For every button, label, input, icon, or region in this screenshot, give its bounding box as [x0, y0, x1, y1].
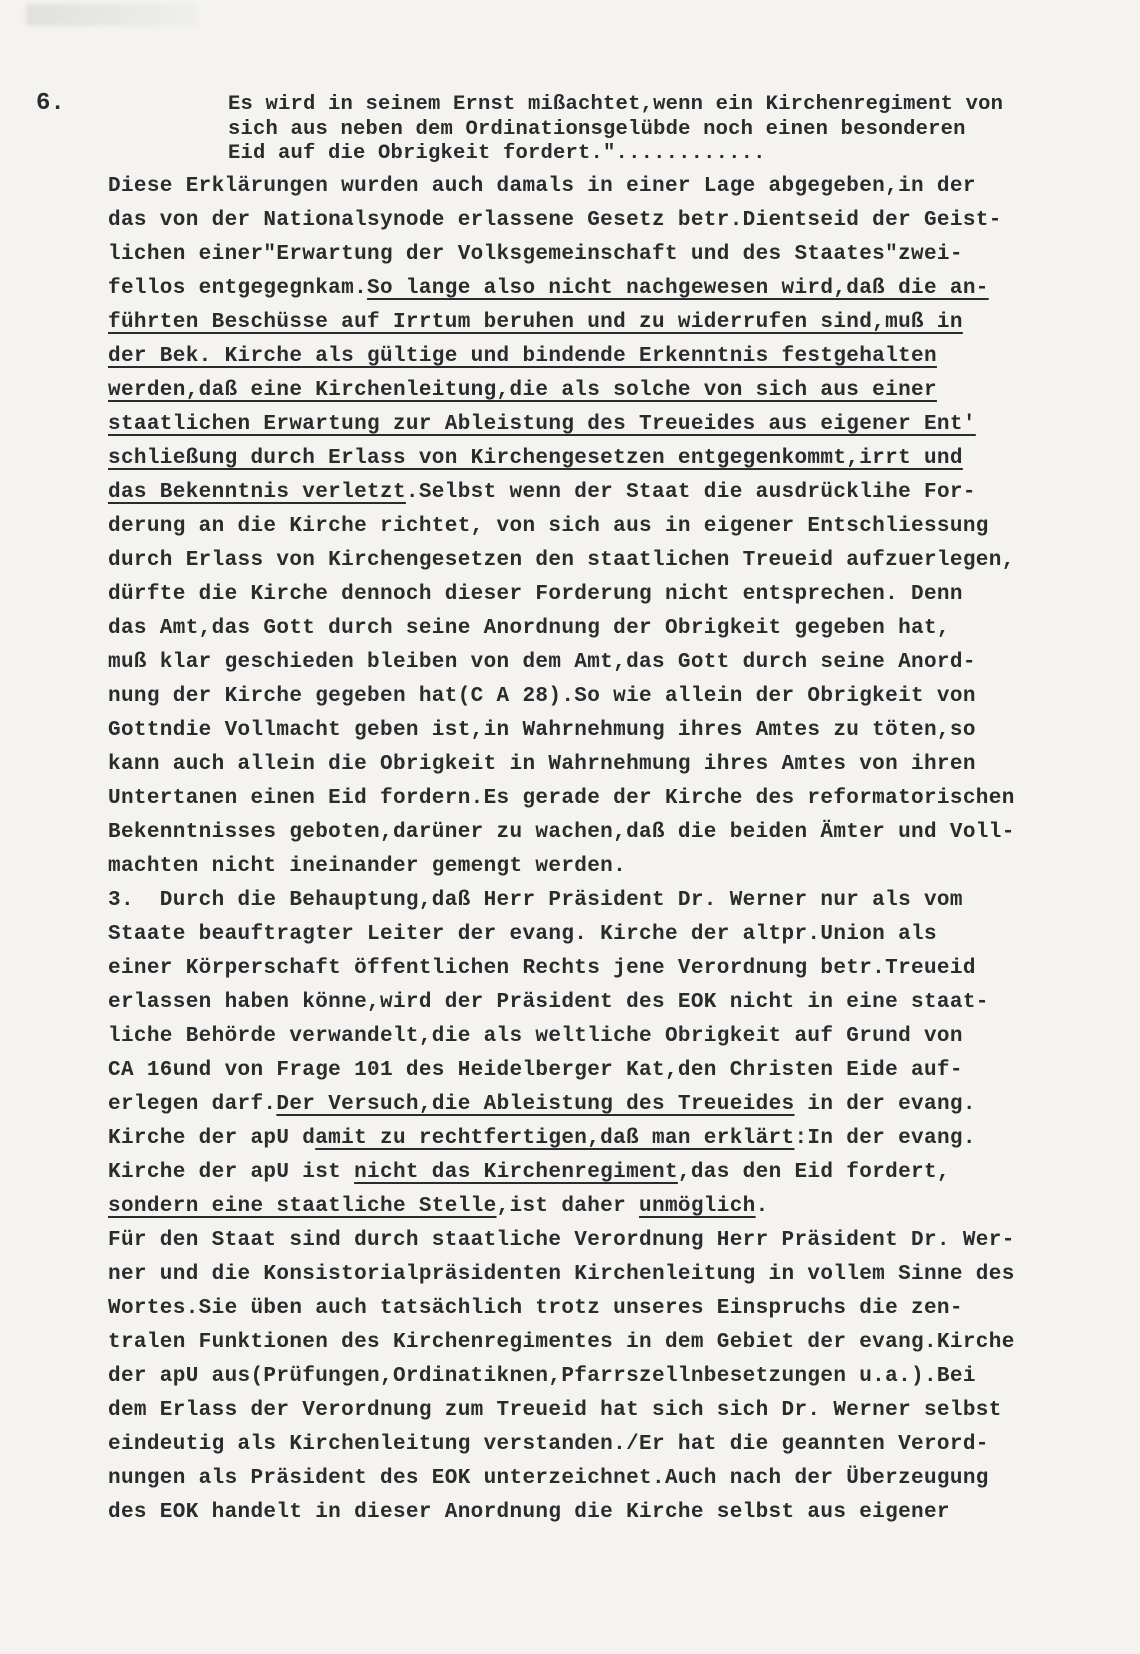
text-line	[108, 379, 1138, 403]
text-line	[108, 1093, 1138, 1117]
text-line	[108, 1127, 1138, 1151]
text-segment: Gottndie Vollmacht geben ist,in Wahrnehmung ihres Amtes zu töten,so	[108, 719, 976, 742]
text-line	[108, 719, 1138, 743]
text-line	[108, 583, 1138, 607]
text-segment: Für den Staat sind durch staatliche Verordnung Herr Präsident Dr. Wer-	[108, 1229, 1015, 1252]
text-line	[108, 209, 1138, 233]
text-segment: Eid auf die Obrigkeit fordert."............	[228, 142, 766, 165]
text-line	[108, 1399, 1138, 1423]
text-line	[108, 923, 1138, 947]
text-line	[108, 549, 1138, 573]
text-line	[108, 1229, 1138, 1253]
text-segment: :In der evang.	[794, 1127, 976, 1150]
text-segment: CA 16und von Frage 101 des Heidelberger Kat,den Christen Eide auf-	[108, 1059, 963, 1082]
text-line	[108, 1025, 1138, 1049]
text-segment: nung der Kirche gegeben hat(C A 28).So wie allein der Obrigkeit von	[108, 685, 976, 708]
text-segment: in der evang.	[794, 1093, 976, 1116]
underlined-text: sondern eine staatliche Stelle	[108, 1195, 497, 1218]
text-segment: das Amt,das Gott durch seine Anordnung der Obrigkeit gegeben hat,	[108, 617, 950, 640]
text-segment: 3. Durch die Behauptung,daß Herr Präsident Dr. Werner nur als vom	[108, 889, 963, 912]
text-segment: ,das den Eid fordert,	[677, 1161, 950, 1184]
text-segment: derung an die Kirche richtet, von sich aus in eigener Entschliessung	[108, 515, 989, 538]
underlined-text: So lange also nicht nachgewesen wird,daß die an-	[367, 277, 989, 300]
text-line	[108, 889, 1138, 913]
text-line	[108, 1467, 1138, 1491]
text-segment: dürfte die Kirche dennoch dieser Forderung nicht entsprechen. Denn	[108, 583, 963, 606]
text-segment: Diese Erklärungen wurden auch damals in einer Lage abgegeben,in der	[108, 175, 976, 198]
underlined-text: unmöglich	[639, 1195, 756, 1218]
page-number: 6.	[36, 90, 65, 117]
text-segment: der apU aus(Prüfungen,Ordinatiknen,Pfarrszellnbesetzungen u.a.).Bei	[108, 1365, 976, 1388]
text-segment: .Selbst wenn der Staat die ausdrücklihe For-	[405, 481, 976, 504]
text-line	[108, 617, 1138, 641]
text-segment: .	[755, 1195, 769, 1218]
text-line	[108, 1331, 1138, 1355]
text-segment: muß klar geschieden bleiben von dem Amt,das Gott durch seine Anord-	[108, 651, 976, 674]
text-segment: lichen einer"Erwartung der Volksgemeinschaft und des Staates"zwei-	[108, 243, 963, 266]
text-segment: nungen als Präsident des EOK unterzeichnet.Auch nach der Überzeugung	[108, 1467, 989, 1490]
quote-line	[228, 93, 1138, 117]
underlined-text: Der Versuch,die Ableistung des Treueides	[276, 1093, 795, 1116]
underlined-text: schließung durch Erlass von Kirchengesetzen entgegenkommt,irrt und	[108, 447, 963, 470]
text-line	[108, 753, 1138, 777]
text-line	[108, 243, 1138, 267]
text-segment: sich aus neben dem Ordinationsgelübde noch einen besonderen	[228, 118, 966, 141]
text-line	[108, 345, 1138, 369]
text-segment: Kirche der apU ist	[108, 1161, 355, 1184]
text-line	[108, 277, 1138, 301]
text-segment: einer Körperschaft öffentlichen Rechts jene Verordnung betr.Treueid	[108, 957, 976, 980]
text-segment: Staate beauftragter Leiter der evang. Kirche der altpr.Union als	[108, 923, 937, 946]
text-segment: ,ist daher	[496, 1195, 640, 1218]
text-segment: tralen Funktionen des Kirchenregimentes in dem Gebiet der evang.Kirche	[108, 1331, 1015, 1354]
text-line	[108, 1501, 1138, 1525]
underlined-text: werden,daß eine Kirchenleitung,die als solche von sich aus einer	[108, 379, 937, 402]
underlined-text: der Bek. Kirche als gültige und bindende Erkenntnis festgehalten	[108, 345, 937, 368]
text-line	[108, 1263, 1138, 1287]
underlined-text: amit zu rechtfertigen,daß man erklärt	[315, 1127, 795, 1150]
text-line	[108, 1161, 1138, 1185]
text-segment: Wortes.Sie üben auch tatsächlich trotz unseres Einspruchs die zen-	[108, 1297, 963, 1320]
text-segment: des EOK handelt in dieser Anordnung die Kirche selbst aus eigener	[108, 1501, 950, 1524]
text-line	[108, 413, 1138, 437]
underlined-text: nicht das Kirchenregiment	[354, 1161, 678, 1184]
text-segment: dem Erlass der Verordnung zum Treueid hat sich sich Dr. Werner selbst	[108, 1399, 1002, 1422]
text-segment: ner und die Konsistorialpräsidenten Kirchenleitung in vollem Sinne des	[108, 1263, 1015, 1286]
text-segment: kann auch allein die Obrigkeit in Wahrnehmung ihres Amtes von ihren	[108, 753, 976, 776]
text-segment: Bekenntnisses geboten,darüner zu wachen,daß die beiden Ämter und Voll-	[108, 821, 1015, 844]
text-segment: Kirche der apU d	[108, 1127, 316, 1150]
quote-line	[228, 118, 1138, 142]
text-line	[108, 1365, 1138, 1389]
text-line	[108, 1059, 1138, 1083]
text-line	[108, 821, 1138, 845]
text-line	[108, 1433, 1138, 1457]
text-segment: fellos entgegegnkam.	[108, 277, 368, 300]
underlined-text: das Bekenntnis verletzt	[108, 481, 406, 504]
text-line	[108, 447, 1138, 471]
text-line	[108, 1297, 1138, 1321]
text-line	[108, 311, 1138, 335]
underlined-text: führten Beschüsse auf Irrtum beruhen und zu widerrufen sind,muß in	[108, 311, 963, 334]
text-line	[108, 685, 1138, 709]
text-line	[108, 175, 1138, 199]
text-segment: eindeutig als Kirchenleitung verstanden./Er hat die geannten Verord-	[108, 1433, 989, 1456]
quote-line	[228, 142, 1138, 166]
text-segment: erlassen haben könne,wird der Präsident des EOK nicht in eine staat-	[108, 991, 989, 1014]
text-segment: Untertanen einen Eid fordern.Es gerade der Kirche des reformatorischen	[108, 787, 1015, 810]
text-line	[108, 957, 1138, 981]
text-segment: das von der Nationalsynode erlassene Gesetz betr.Dientseid der Geist-	[108, 209, 1002, 232]
text-segment: durch Erlass von Kirchengesetzen den staatlichen Treueid aufzuerlegen,	[108, 549, 1015, 572]
text-segment: erlegen darf.	[108, 1093, 277, 1116]
bleed-through-stamp	[26, 4, 196, 26]
text-line	[108, 481, 1138, 505]
text-line	[108, 855, 1138, 879]
underlined-text: staatlichen Erwartung zur Ableistung des Treueides aus eigener Ent'	[108, 413, 976, 436]
text-line	[108, 787, 1138, 811]
text-line	[108, 651, 1138, 675]
text-line	[108, 991, 1138, 1015]
text-segment: machten nicht ineinander gemengt werden.	[108, 855, 627, 878]
text-line	[108, 515, 1138, 539]
text-segment: Es wird in seinem Ernst mißachtet,wenn ein Kirchenregiment von	[228, 93, 1004, 116]
text-segment: liche Behörde verwandelt,die als weltliche Obrigkeit auf Grund von	[108, 1025, 963, 1048]
text-line	[108, 1195, 1138, 1219]
